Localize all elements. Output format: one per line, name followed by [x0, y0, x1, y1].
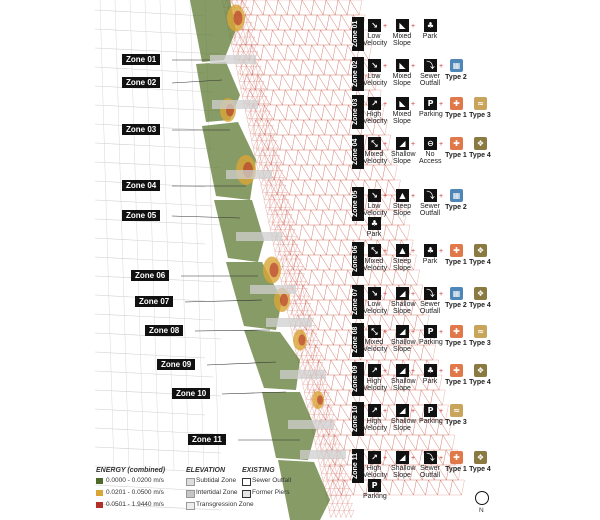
plus-sign: +: [383, 455, 388, 462]
type-label: Type 4: [469, 259, 491, 266]
plus-sign: +: [383, 368, 388, 375]
energy-legend-title: ENERGY (combined): [96, 467, 166, 474]
strategy-label: Shallow Slope: [391, 465, 416, 479]
energy-swatch: [96, 478, 103, 484]
plus-sign: +: [439, 193, 444, 200]
plus-sign: +: [439, 63, 444, 70]
type-label: Type 4: [469, 466, 491, 473]
park-icon: ♣: [424, 244, 437, 257]
plus-sign: +: [411, 23, 416, 30]
high-energy-patch: [270, 263, 279, 277]
plus-sign: +: [411, 101, 416, 108]
plus-sign: +: [383, 291, 388, 298]
strategy-label: High Velocity: [363, 418, 388, 432]
parking-icon: P: [368, 479, 381, 492]
zone-tag: Zone 03: [352, 95, 364, 129]
street-line: [95, 10, 205, 16]
plus-sign: +: [439, 141, 444, 148]
parking-icon: P: [424, 404, 437, 417]
former-pier: [266, 318, 312, 327]
street-line: [95, 238, 205, 244]
shallow-slope-icon: ◢: [396, 287, 409, 300]
street-line: [160, 0, 174, 470]
shallow-slope-icon: ◢: [396, 137, 409, 150]
low-velocity-icon: ↘: [368, 287, 381, 300]
type-label: Type 1: [445, 112, 467, 119]
mixed-slope-icon: ◣: [396, 19, 409, 32]
type-3-icon: ≈: [474, 325, 487, 338]
existing-legend-label: Former Piers: [252, 489, 290, 496]
plus-sign: +: [383, 63, 388, 70]
plus-sign: +: [411, 455, 416, 462]
plus-sign: +: [411, 141, 416, 148]
zone-label: Zone 02: [122, 77, 160, 88]
park-icon: ♣: [368, 217, 381, 230]
high-energy-patch: [280, 294, 288, 307]
high-velocity-icon: ↗: [368, 451, 381, 464]
high-velocity-icon: ↗: [368, 97, 381, 110]
type-label: Type 1: [445, 466, 467, 473]
strategy-label: Low Velocity: [363, 33, 388, 47]
type-2-icon: ▦: [450, 189, 463, 202]
plus-sign: +: [383, 23, 388, 30]
zone-tag: Zone 05: [352, 187, 364, 221]
shallow-slope-icon: ◢: [396, 451, 409, 464]
zone-label: Zone 01: [122, 54, 160, 65]
strategy-label: Sewer Outfall: [419, 73, 441, 87]
low-velocity-icon: ↘: [368, 189, 381, 202]
type-label: Type 3: [469, 340, 491, 347]
north-arrow-icon: [475, 491, 489, 505]
type-4-icon: ❖: [474, 287, 487, 300]
former-pier-icon: [242, 490, 251, 498]
strategy-label: Sewer Outfall: [419, 203, 441, 217]
elevation-legend-label: Transgression Zone: [196, 501, 254, 508]
plus-sign: +: [439, 248, 444, 255]
plus-sign: +: [439, 455, 444, 462]
former-pier: [210, 55, 256, 64]
high-velocity-icon: ↗: [368, 404, 381, 417]
zone-label: Zone 03: [122, 124, 160, 135]
strategy-label: Sewer Outfall: [419, 465, 441, 479]
strategy-label: Mixed Velocity: [363, 339, 388, 353]
mixed-velocity-icon: ⤡: [368, 325, 381, 338]
sewer-outfall-icon: [242, 478, 251, 486]
type-4-icon: ❖: [474, 244, 487, 257]
type-1-icon: ✚: [450, 97, 463, 110]
strategy-label: Mixed Velocity: [363, 151, 388, 165]
strategy-label: Parking: [363, 493, 387, 500]
type-label: Type 3: [469, 112, 491, 119]
zone-label: Zone 06: [131, 270, 169, 281]
type-label: Type 1: [445, 340, 467, 347]
strategy-label: Shallow Slope: [391, 339, 416, 353]
energy-legend-label: 0.0501 - 1.9440 m/s: [106, 501, 164, 508]
type-3-icon: ≈: [450, 404, 463, 417]
existing-legend-title: EXISTING: [242, 467, 275, 474]
street-line: [95, 314, 213, 320]
zone-tag: Zone 01: [352, 17, 364, 51]
plus-sign: +: [411, 248, 416, 255]
zone-tag: Zone 06: [352, 242, 364, 276]
shallow-slope-icon: ◢: [396, 404, 409, 417]
energy-legend-label: 0.0201 - 0.0500 m/s: [106, 489, 164, 496]
street-line: [100, 0, 114, 470]
strategy-label: High Velocity: [363, 465, 388, 479]
shallow-slope-icon: ◢: [396, 364, 409, 377]
plus-sign: +: [439, 101, 444, 108]
type-label: Type 2: [445, 302, 467, 309]
zone-tag: Zone 04: [352, 135, 364, 169]
plus-sign: +: [439, 329, 444, 336]
plus-sign: +: [411, 329, 416, 336]
low-velocity-icon: ↘: [368, 19, 381, 32]
strategy-label: Mixed Slope: [392, 33, 412, 47]
strategy-label: Steep Slope: [392, 258, 412, 272]
former-pier: [226, 170, 272, 179]
mixed-slope-icon: ◣: [396, 97, 409, 110]
plus-sign: +: [383, 408, 388, 415]
zone-label: Zone 05: [122, 210, 160, 221]
parking-icon: P: [424, 325, 437, 338]
street-line: [95, 162, 221, 168]
strategy-label: Sewer Outfall: [419, 301, 441, 315]
type-label: Type 4: [469, 379, 491, 386]
strategy-label: Mixed Slope: [392, 73, 412, 87]
zone-tag: Zone 11: [352, 449, 364, 483]
strategy-label: Shallow Slope: [391, 151, 416, 165]
strategy-label: Park: [366, 231, 382, 238]
high-energy-patch: [234, 11, 243, 25]
low-velocity-icon: ↘: [368, 59, 381, 72]
steep-slope-icon: ▲: [396, 244, 409, 257]
sewer-outfall-icon: ⤵: [424, 189, 437, 202]
park-icon: ♣: [424, 364, 437, 377]
strategy-label: High Velocity: [363, 111, 388, 125]
strategy-label: Parking: [419, 418, 443, 425]
type-label: Type 4: [469, 152, 491, 159]
vegetation-area: [244, 330, 300, 390]
shallow-slope-icon: ◢: [396, 325, 409, 338]
zone-label: Zone 07: [135, 296, 173, 307]
type-label: Type 2: [445, 74, 467, 81]
street-line: [95, 143, 213, 149]
plus-sign: +: [383, 141, 388, 148]
strategy-label: Parking: [419, 111, 443, 118]
type-3-icon: ≈: [474, 97, 487, 110]
elevation-legend-title: ELEVATION: [186, 467, 226, 474]
type-4-icon: ❖: [474, 364, 487, 377]
zone-label: Zone 04: [122, 180, 160, 191]
zone-label: Zone 08: [145, 325, 183, 336]
street-line: [115, 0, 129, 470]
energy-swatch: [96, 490, 103, 496]
parking-icon: P: [424, 97, 437, 110]
type-label: Type 1: [445, 152, 467, 159]
plus-sign: +: [383, 248, 388, 255]
strategy-label: Low Velocity: [363, 203, 388, 217]
park-icon: ♣: [424, 19, 437, 32]
zone-label: Zone 09: [157, 359, 195, 370]
former-pier: [288, 420, 334, 429]
strategy-label: Park: [422, 378, 438, 385]
former-pier: [212, 100, 258, 109]
zone-tag: Zone 08: [352, 323, 364, 357]
strategy-label: Mixed Slope: [392, 111, 412, 125]
zone-label: Zone 10: [172, 388, 210, 399]
vegetation-area: [214, 200, 264, 262]
high-energy-patch: [317, 395, 323, 405]
zone-tag: Zone 10: [352, 402, 364, 436]
street-line: [95, 105, 221, 111]
strategy-label: Shallow Slope: [391, 301, 416, 315]
strategy-label: Low Velocity: [363, 301, 388, 315]
street-line: [95, 67, 205, 73]
mixed-velocity-icon: ⤡: [368, 137, 381, 150]
steep-slope-icon: ▲: [396, 189, 409, 202]
sewer-outfall-icon: ⤵: [424, 59, 437, 72]
plus-sign: +: [411, 368, 416, 375]
elevation-swatch: [186, 478, 195, 486]
no-access-icon: ⊖: [424, 137, 437, 150]
type-4-icon: ❖: [474, 451, 487, 464]
zone-label: Zone 11: [188, 434, 226, 445]
strategy-label: Shallow Slope: [391, 378, 416, 392]
sewer-outfall-icon: ⤵: [424, 451, 437, 464]
type-2-icon: ▦: [450, 59, 463, 72]
former-pier: [250, 285, 296, 294]
high-energy-patch: [299, 334, 306, 345]
strategy-label: Mixed Velocity: [363, 258, 388, 272]
street-line: [95, 409, 205, 415]
type-1-icon: ✚: [450, 364, 463, 377]
former-pier: [300, 450, 346, 459]
existing-legend-label: Sewer Outfall: [252, 477, 292, 484]
street-line: [95, 447, 221, 453]
strategy-label: Parking: [419, 339, 443, 346]
street-line: [95, 257, 213, 263]
north-label: N: [479, 507, 484, 514]
strategy-label: Shallow Slope: [391, 418, 416, 432]
elevation-swatch: [186, 490, 195, 498]
energy-legend-label: 0.0000 - 0.0200 m/s: [106, 477, 164, 484]
elevation-swatch: [186, 502, 195, 510]
plus-sign: +: [439, 291, 444, 298]
type-4-icon: ❖: [474, 137, 487, 150]
strategy-label: No Access: [419, 151, 442, 165]
elevation-legend-label: Intertidal Zone: [196, 489, 238, 496]
mixed-slope-icon: ◣: [396, 59, 409, 72]
street-line: [95, 29, 213, 35]
plus-sign: +: [411, 63, 416, 70]
plus-sign: +: [411, 408, 416, 415]
strategy-label: Park: [422, 258, 438, 265]
elevation-legend-label: Subtidal Zone: [196, 477, 237, 484]
plus-sign: +: [411, 193, 416, 200]
street-line: [95, 371, 213, 377]
type-label: Type 4: [469, 302, 491, 309]
strategy-label: High Velocity: [363, 378, 388, 392]
plus-sign: +: [439, 408, 444, 415]
street-line: [175, 0, 189, 470]
plus-sign: +: [411, 291, 416, 298]
strategy-label: Park: [422, 33, 438, 40]
plus-sign: +: [383, 193, 388, 200]
plus-sign: +: [383, 329, 388, 336]
energy-swatch: [96, 502, 103, 508]
type-label: Type 1: [445, 259, 467, 266]
plus-sign: +: [439, 368, 444, 375]
type-2-icon: ▦: [450, 287, 463, 300]
type-1-icon: ✚: [450, 451, 463, 464]
type-1-icon: ✚: [450, 244, 463, 257]
street-line: [95, 200, 213, 206]
mixed-velocity-icon: ⤡: [368, 244, 381, 257]
type-1-icon: ✚: [450, 325, 463, 338]
type-label: Type 3: [445, 419, 467, 426]
former-pier: [280, 370, 326, 379]
zone-tag: Zone 02: [352, 57, 364, 91]
strategy-label: Steep Slope: [392, 203, 412, 217]
strategy-label: Low Velocity: [363, 73, 388, 87]
sewer-outfall-icon: ⤵: [424, 287, 437, 300]
type-label: Type 1: [445, 379, 467, 386]
type-1-icon: ✚: [450, 137, 463, 150]
plus-sign: +: [383, 101, 388, 108]
former-pier: [236, 232, 282, 241]
street-line: [130, 0, 144, 470]
zone-tag: Zone 07: [352, 285, 364, 319]
type-label: Type 2: [445, 204, 467, 211]
street-line: [95, 352, 205, 358]
high-velocity-icon: ↗: [368, 364, 381, 377]
zone-tag: Zone 09: [352, 362, 364, 396]
